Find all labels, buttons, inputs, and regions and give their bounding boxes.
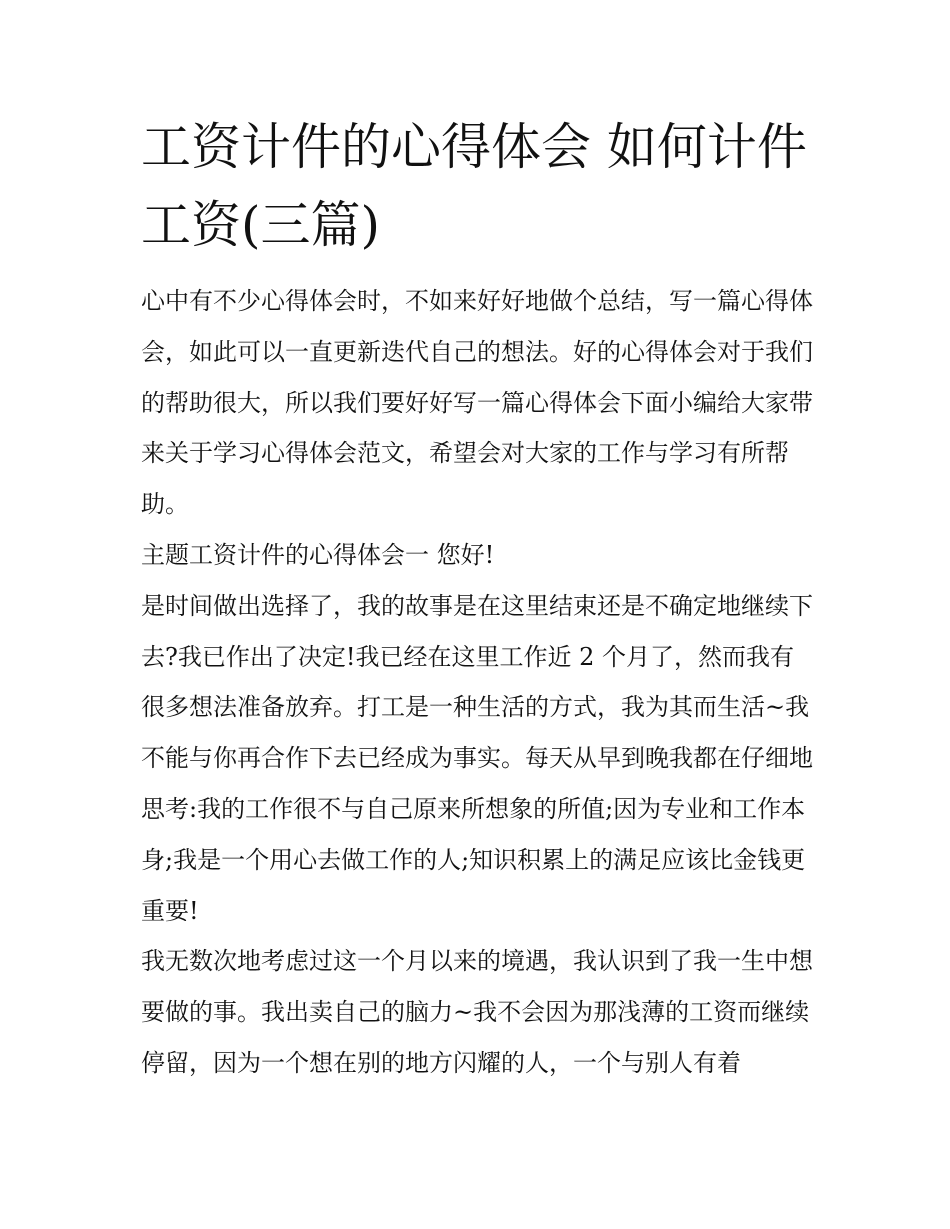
body-paragraph: 我无数次地考虑过这一个月以来的境遇，我认识到了我一生中想要做的事。我出卖自己的脑力~我不会因为那浅薄的工资而继续停留，因为一个想在别的地方闪耀的人，一个与别人有着 (141, 947, 813, 1077)
document-body (141, 276, 813, 1089)
intro-paragraph: 心中有不少心得体会时，不如来好好地做个总结，写一篇心得体会，如此可以一直更新迭代自己的想法。好的心得体会对于我们的帮助很大，所以我们要好好写一篇心得体会下面小编给大家带来关于学习心得体会范文，希望会对大家的工作与学习有所帮助。 (141, 287, 813, 519)
body-paragraph: 是时间做出选择了，我的故事是在这里结束还是不确定地继续下去?我已作出了决定!我已经在这里工作近 2 个月了，然而我有很多想法准备放弃。打工是一种生活的方式，我为其而生活~我不能与你再合作下去已经成为事实。每天从早到晚我都在仔细地思考:我的工作很不与自己原来所想象的所值;因为专业和工作本身;我是一个用心去做工作的人;知识积累上的满足应该比金钱更重要! (141, 591, 813, 925)
document-content (141, 108, 813, 1089)
document-title: 工资计件的心得体会 如何计件工资(三篇) (141, 118, 807, 254)
section-heading-paragraph: 主题工资计件的心得体会一 您好! (141, 540, 495, 569)
